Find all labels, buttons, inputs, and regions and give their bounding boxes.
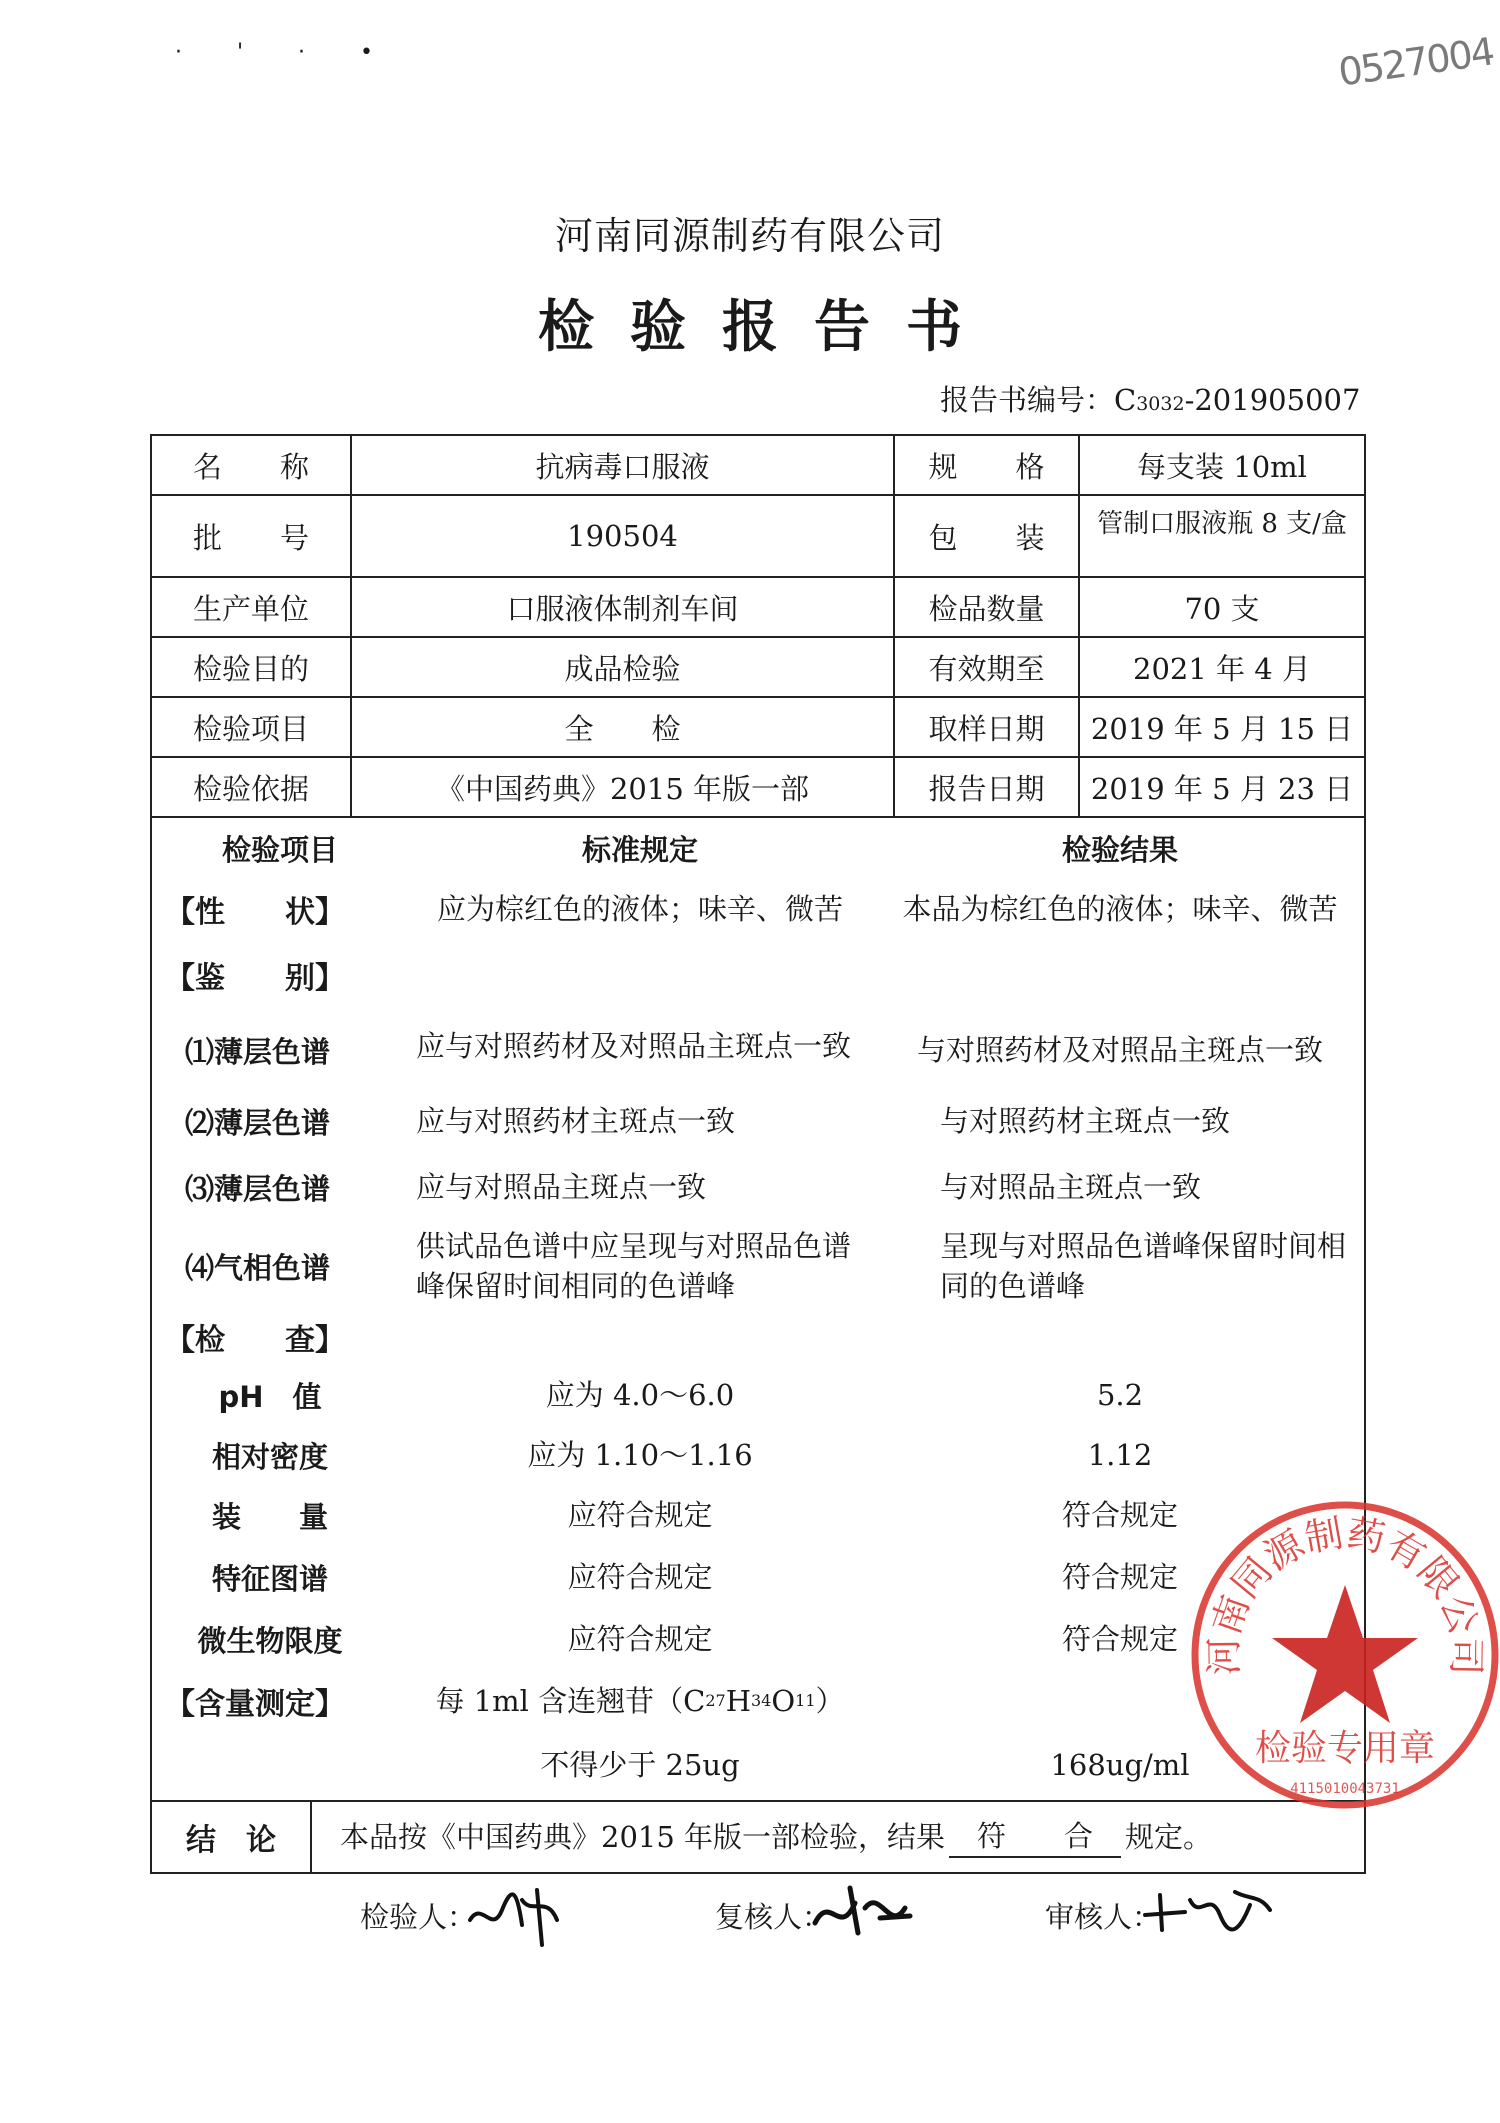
report-date-value: 2019 年 5 月 23 日 bbox=[1090, 771, 1354, 806]
stamp-dept: 检验专用章 bbox=[1254, 1728, 1436, 1769]
report-number bbox=[940, 378, 1360, 419]
report-number-value: -201905007 bbox=[1184, 383, 1361, 417]
appearance-standard: 应为棕红色的液体；味辛、微苦 bbox=[436, 892, 843, 926]
basis-label: 检验依据 bbox=[192, 771, 309, 806]
formula-sub: 34 bbox=[751, 1691, 772, 1710]
pack-label: 包 装 bbox=[928, 520, 1045, 555]
row-divider bbox=[150, 816, 1366, 818]
assay-standard-line1 bbox=[400, 1676, 880, 1726]
spec-label: 规 格 bbox=[928, 449, 1045, 484]
tlc1-result: 与对照药材及对照品主斑点一致 bbox=[916, 1033, 1323, 1067]
fill-result: 符合规定 bbox=[1061, 1498, 1178, 1532]
ph-standard: 应为 4.0～6.0 bbox=[545, 1378, 735, 1412]
purpose-value: 成品检验 bbox=[564, 651, 681, 686]
report-number-label: 报告书编号：C bbox=[940, 383, 1137, 417]
items-label: 检验项目 bbox=[192, 711, 309, 746]
formula-sub: 27 bbox=[705, 1691, 726, 1710]
gc4-label: ⑷气相色谱 bbox=[185, 1250, 331, 1285]
sampling-value: 2019 年 5 月 15 日 bbox=[1090, 711, 1354, 746]
approver-signature bbox=[1140, 1880, 1280, 1940]
conclusion-label: 结 论 bbox=[186, 1823, 276, 1858]
col-divider bbox=[310, 1800, 312, 1874]
fingerprint-standard: 应符合规定 bbox=[567, 1560, 713, 1594]
fingerprint-result: 符合规定 bbox=[1061, 1560, 1178, 1594]
tlc3-standard: 应与对照品主斑点一致 bbox=[416, 1170, 707, 1204]
col-item-header: 检验项目 bbox=[221, 832, 338, 867]
name-value: 抗病毒口服液 bbox=[535, 449, 710, 484]
gc4-result: 呈现与对照品色谱峰保留时间相同的色谱峰 bbox=[940, 1229, 1347, 1303]
appearance-label: 【性 状】 bbox=[165, 895, 345, 930]
formula-o: O bbox=[771, 1684, 796, 1718]
ph-result: 5.2 bbox=[1096, 1378, 1144, 1412]
report-date-label: 报告日期 bbox=[928, 771, 1045, 806]
ph-label: pH 值 bbox=[218, 1379, 322, 1414]
assay-standard-text: 每 1ml 含连翘苷（C bbox=[435, 1684, 706, 1718]
stamp-company: 河南同源制药有限公司 bbox=[1201, 1510, 1489, 1676]
inspector-signature bbox=[462, 1880, 572, 1950]
unit-value: 口服液体制剂车间 bbox=[506, 591, 739, 626]
report-title: 检验报告书 bbox=[538, 295, 998, 360]
density-result: 1.12 bbox=[1087, 1438, 1153, 1472]
expiry-value: 2021 年 4 月 bbox=[1133, 651, 1311, 686]
scan-marks: · ' · • bbox=[175, 40, 397, 65]
check-label: 【检 查】 bbox=[165, 1323, 345, 1358]
tlc2-result: 与对照药材主斑点一致 bbox=[940, 1104, 1231, 1138]
appearance-result: 本品为棕红色的液体；味辛、微苦 bbox=[902, 892, 1338, 926]
unit-label: 生产单位 bbox=[192, 591, 309, 626]
handwritten-number: 0527004 bbox=[1335, 29, 1496, 95]
conclusion-prefix: 本品按《中国药典》2015 年版一部检验，结果 bbox=[340, 1820, 946, 1854]
batch-label: 批 号 bbox=[192, 520, 309, 555]
assay-result: 168ug/ml bbox=[1050, 1748, 1190, 1782]
col-standard-header: 标准规定 bbox=[581, 832, 698, 867]
formula-sub: 11 bbox=[795, 1691, 816, 1710]
microbial-standard: 应符合规定 bbox=[567, 1622, 713, 1656]
tlc3-label: ⑶薄层色谱 bbox=[185, 1171, 331, 1206]
tlc1-standard: 应与对照药材及对照品主斑点一致 bbox=[416, 1029, 852, 1063]
name-label: 名 称 bbox=[192, 449, 309, 484]
microbial-result: 符合规定 bbox=[1061, 1622, 1178, 1656]
density-label: 相对密度 bbox=[211, 1439, 328, 1474]
microbial-label: 微生物限度 bbox=[197, 1623, 343, 1658]
col-result-header: 检验结果 bbox=[1061, 832, 1178, 867]
sampling-label: 取样日期 bbox=[928, 711, 1045, 746]
tlc2-standard: 应与对照药材主斑点一致 bbox=[416, 1104, 736, 1138]
tlc3-result: 与对照品主斑点一致 bbox=[940, 1170, 1202, 1204]
formula-h: H bbox=[725, 1684, 751, 1718]
inspection-stamp bbox=[1180, 1490, 1500, 1820]
expiry-label: 有效期至 bbox=[928, 651, 1045, 686]
reviewer-label: 复核人： bbox=[715, 1900, 832, 1934]
identification-label: 【鉴 别】 bbox=[165, 961, 345, 996]
purpose-label: 检验目的 bbox=[192, 651, 309, 686]
gc4-standard: 供试品色谱中应呈现与对照品色谱峰保留时间相同的色谱峰 bbox=[416, 1229, 852, 1303]
company-name: 河南同源制药有限公司 bbox=[554, 214, 945, 258]
formula-end: ） bbox=[815, 1684, 845, 1718]
fingerprint-label: 特征图谱 bbox=[211, 1561, 328, 1596]
pack-value: 管制口服液瓶 8 支/盒 bbox=[1097, 508, 1347, 539]
approver-label: 审核人： bbox=[1045, 1900, 1162, 1934]
items-value: 全 检 bbox=[564, 711, 681, 746]
report-number-sub: 3032 bbox=[1136, 393, 1185, 415]
assay-standard-line2: 不得少于 25ug bbox=[540, 1748, 740, 1782]
fill-label: 装 量 bbox=[211, 1499, 328, 1534]
qty-value: 70 支 bbox=[1184, 591, 1260, 626]
fill-standard: 应符合规定 bbox=[567, 1498, 713, 1532]
qty-label: 检品数量 bbox=[928, 591, 1045, 626]
batch-value: 190504 bbox=[567, 519, 678, 553]
density-standard: 应为 1.10～1.16 bbox=[527, 1438, 753, 1472]
spec-value: 每支装 10ml bbox=[1137, 449, 1307, 484]
inspector-label: 检验人： bbox=[360, 1900, 477, 1934]
assay-label: 【含量测定】 bbox=[165, 1687, 345, 1722]
stamp-serial: 4115010043731 bbox=[1290, 1781, 1400, 1797]
reviewer-signature bbox=[810, 1878, 920, 1948]
tlc2-label: ⑵薄层色谱 bbox=[185, 1105, 331, 1140]
basis-value: 《中国药典》2015 年版一部 bbox=[435, 771, 810, 806]
conclusion-suffix: 规定。 bbox=[1125, 1820, 1213, 1854]
tlc1-label: ⑴薄层色谱 bbox=[185, 1034, 331, 1069]
conclusion-verdict: 符 合 bbox=[949, 1816, 1121, 1858]
